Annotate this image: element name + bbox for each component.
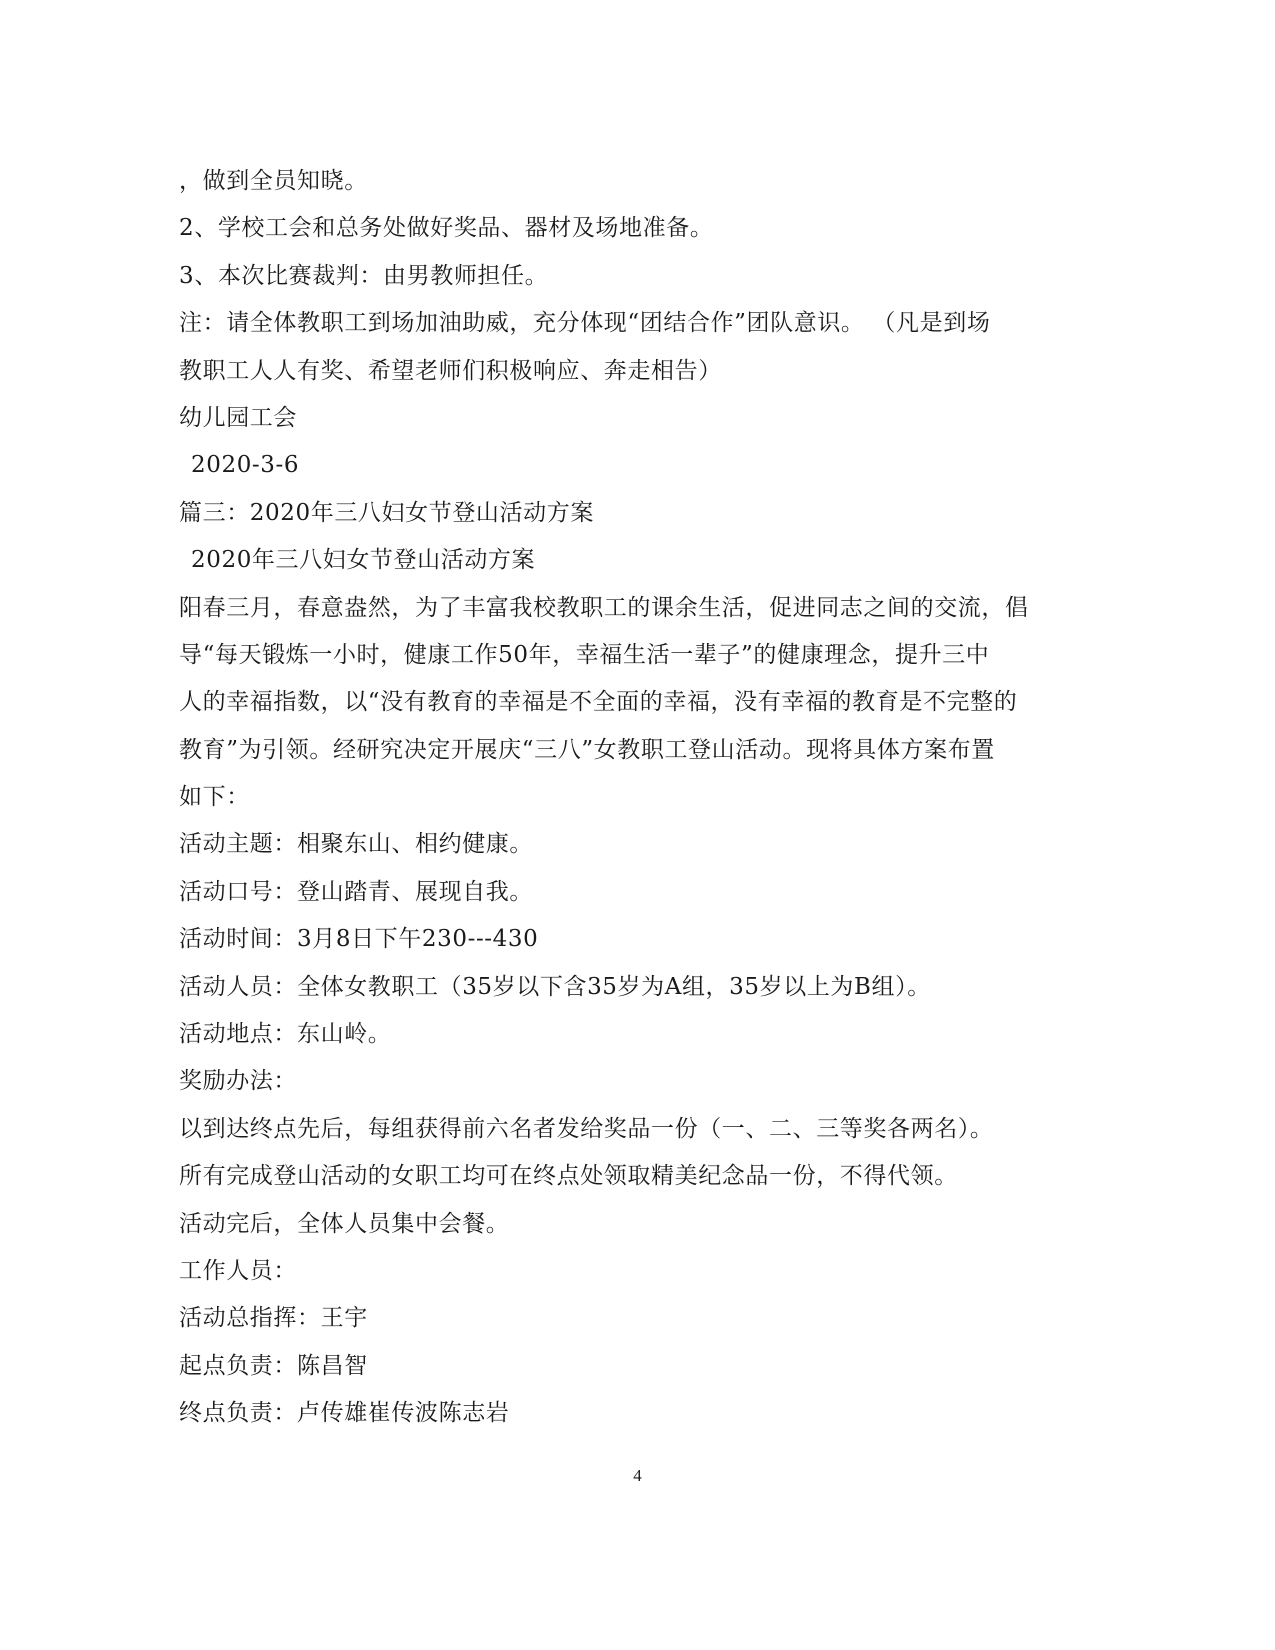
section-heading: 篇三：2020年三八妇女节登山活动方案 — [179, 499, 594, 526]
signature-date: 2020-3-6 — [191, 452, 300, 479]
signature-organization: 幼儿园工会 — [179, 404, 297, 431]
staff-heading: 工作人员： — [179, 1257, 297, 1284]
text-line: 教育”为引领。经研究决定开展庆“三八”女教职工登山活动。现将具体方案布置 — [179, 736, 995, 763]
text-line: 2、学校工会和总务处做好奖品、器材及场地准备。 — [179, 215, 714, 242]
text-line: 如下： — [179, 784, 250, 811]
document-body — [179, 158, 1059, 1438]
activity-participants: 活动人员：全体女教职工（35岁以下含35岁为A组，35岁以上为B组）。 — [179, 973, 931, 1000]
reward-heading: 奖励办法： — [179, 1068, 297, 1095]
staff-end-point: 终点负责：卢传雄崔传波陈志岩 — [179, 1400, 510, 1427]
page-number: 4 — [633, 1466, 642, 1485]
text-line: 注：请全体教职工到场加油助威，充分体现“团结合作”团队意识。 （凡是到场 — [179, 310, 991, 337]
section-title: 2020年三八妇女节登山活动方案 — [191, 547, 536, 574]
text-line: 导“每天锻炼一小时，健康工作50年，幸福生活一辈子”的健康理念，提升三中 — [179, 641, 990, 668]
text-line: 阳春三月，春意盎然，为了丰富我校教职工的课余生活，促进同志之间的交流，倡 — [179, 594, 1029, 621]
staff-start-point: 起点负责：陈昌智 — [179, 1352, 368, 1379]
text-line: 活动完后，全体人员集中会餐。 — [179, 1210, 510, 1237]
text-line: 人的幸福指数，以“没有教育的幸福是不全面的幸福，没有幸福的教育是不完整的 — [179, 689, 1018, 716]
activity-slogan: 活动口号：登山踏青、展现自我。 — [179, 878, 533, 905]
text-line: 以到达终点先后，每组获得前六名者发给奖品一份（一、二、三等奖各两名）。 — [179, 1115, 994, 1142]
text-line: 所有完成登山活动的女职工均可在终点处领取精美纪念品一份，不得代领。 — [179, 1163, 958, 1190]
text-line: 教职工人人有奖、希望老师们积极响应、奔走相告） — [179, 357, 722, 384]
text-line: 3、本次比赛裁判：由男教师担任。 — [179, 262, 549, 289]
text-line: ，做到全员知晓。 — [179, 168, 368, 194]
activity-location: 活动地点：东山岭。 — [179, 1021, 392, 1048]
activity-time: 活动时间：3月8日下午230---430 — [179, 926, 539, 953]
staff-commander: 活动总指挥：王宇 — [179, 1305, 368, 1332]
activity-theme: 活动主题：相聚东山、相约健康。 — [179, 831, 533, 858]
